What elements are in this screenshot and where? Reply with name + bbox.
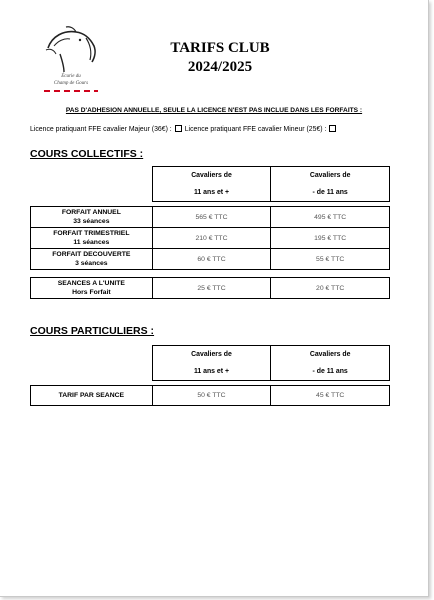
logo-text-line2: Champ de Gours	[53, 81, 89, 86]
licence-mineur-checkbox[interactable]	[329, 125, 336, 132]
price-cell: 20 € TTC	[271, 278, 390, 299]
table-header-row	[31, 167, 390, 202]
licence-majeur-checkbox[interactable]	[175, 125, 182, 132]
logo-text-line1: Écurie du	[61, 74, 81, 79]
price-cell: 210 € TTC	[152, 228, 271, 249]
horse-head-icon	[40, 24, 102, 74]
row-label: FORFAIT TRIMESTRIEL 11 séances	[31, 228, 153, 249]
column-header: Cavaliers de 11 ans et +	[152, 167, 271, 202]
price-cell: 565 € TTC	[152, 207, 271, 228]
row-label: FORFAIT ANNUEL 33 séances	[31, 207, 153, 228]
licence-majeur-label: Licence pratiquant FFE cavalier Majeur (36€) :	[30, 126, 172, 133]
price-cell: 55 € TTC	[271, 249, 390, 270]
table-row	[31, 278, 390, 299]
price-cell: 50 € TTC	[152, 386, 271, 406]
price-cell: 25 € TTC	[152, 278, 271, 299]
table-header-row	[31, 346, 390, 381]
row-label: TARIF PAR SEANCE	[31, 386, 153, 406]
column-header: Cavaliers de - de 11 ans	[271, 167, 390, 202]
table-row	[31, 228, 390, 249]
table-row	[31, 386, 390, 406]
collectifs-table	[30, 166, 390, 299]
column-header: Cavaliers de 11 ans et +	[152, 346, 271, 381]
row-label: SEANCES A L'UNITE Hors Forfait	[31, 278, 153, 299]
table-row	[31, 249, 390, 270]
column-header: Cavaliers de - de 11 ans	[271, 346, 390, 381]
club-logo	[40, 24, 102, 98]
particuliers-table	[30, 345, 390, 406]
page-season: 2024/2025	[187, 59, 253, 75]
price-cell: 495 € TTC	[271, 207, 390, 228]
price-cell: 60 € TTC	[152, 249, 271, 270]
price-cell: 195 € TTC	[271, 228, 390, 249]
section-heading-particuliers: COURS PARTICULIERS :	[30, 325, 155, 337]
licence-options	[30, 125, 339, 133]
adhesion-notice: PAS D'ADHESION ANNUELLE, SEULE LA LICENCE N'EST PAS INCLUE DANS LES FORFAITS :	[65, 107, 363, 114]
row-label: FORFAIT DECOUVERTE 3 séances	[31, 249, 153, 270]
table-row	[31, 207, 390, 228]
price-cell: 45 € TTC	[271, 386, 390, 406]
section-heading-collectifs: COURS COLLECTIFS :	[30, 148, 144, 160]
logo-dashes	[44, 90, 98, 92]
page-title: TARIFS CLUB	[170, 40, 270, 56]
licence-mineur-label: Licence pratiquant FFE cavalier Mineur (25€) :	[184, 126, 327, 133]
